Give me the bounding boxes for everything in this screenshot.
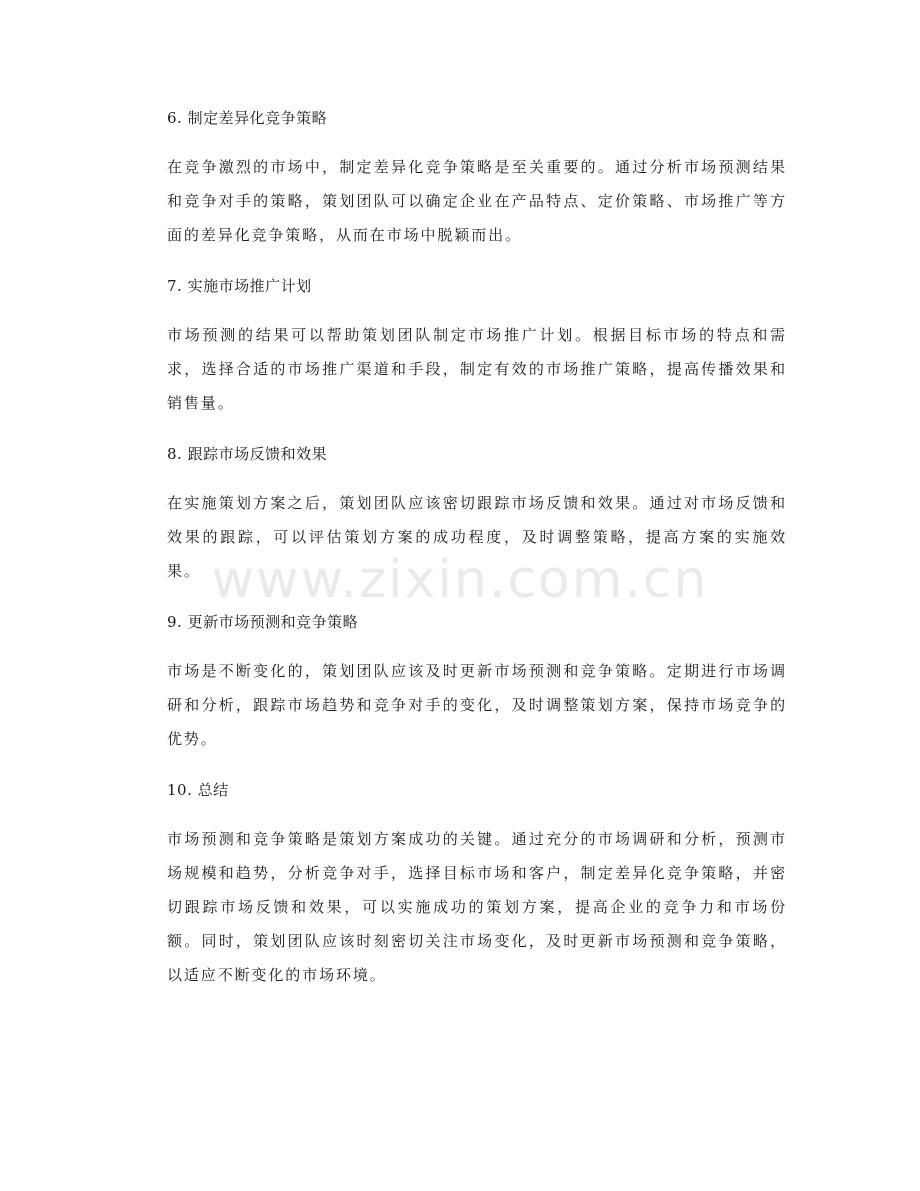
section-9 bbox=[167, 610, 787, 778]
section-heading: 9. 更新市场预测和竞争策略 bbox=[167, 613, 359, 631]
section-6 bbox=[167, 106, 787, 274]
section-paragraph: 市场预测和竞争策略是策划方案成功的关键。通过充分的市场调研和分析，预测市场规模和趋势，分析竞争对手，选择目标市场和客户，制定差异化竞争策略，并密切跟踪市场反馈和效果，可以实施成功的策划方案，提高企业的竞争力和市场份额。同时，策划团队应该时刻密切关注市场变化，及时更新市场预测和竞争策略，以适应不断变化的市场环境。 bbox=[167, 830, 787, 984]
section-heading: 8. 跟踪市场反馈和效果 bbox=[167, 445, 328, 463]
section-8 bbox=[167, 442, 787, 610]
section-7 bbox=[167, 274, 787, 442]
document-body bbox=[167, 106, 787, 992]
section-paragraph: 市场预测的结果可以帮助策划团队制定市场推广计划。根据目标市场的特点和需求，选择合适的市场推广渠道和手段，制定有效的市场推广策略，提高传播效果和销售量。 bbox=[167, 326, 787, 412]
section-10 bbox=[167, 778, 787, 992]
section-heading: 10. 总结 bbox=[167, 781, 229, 799]
section-paragraph: 在竞争激烈的市场中，制定差异化竞争策略是至关重要的。通过分析市场预测结果和竞争对手的策略，策划团队可以确定企业在产品特点、定价策略、市场推广等方面的差异化竞争策略，从而在市场中脱颖而出。 bbox=[167, 158, 787, 244]
watermark-text: www.zixin.com.cn bbox=[211, 550, 709, 610]
section-paragraph: 在实施策划方案之后，策划团队应该密切跟踪市场反馈和效果。通过对市场反馈和效果的跟踪，可以评估策划方案的成功程度，及时调整策略，提高方案的实施效果。 bbox=[167, 494, 787, 580]
section-heading: 6. 制定差异化竞争策略 bbox=[167, 109, 328, 127]
section-heading: 7. 实施市场推广计划 bbox=[167, 277, 312, 295]
section-paragraph: 市场是不断变化的，策划团队应该及时更新市场预测和竞争策略。定期进行市场调研和分析，跟踪市场趋势和竞争对手的变化，及时调整策划方案，保持市场竞争的优势。 bbox=[167, 662, 787, 748]
